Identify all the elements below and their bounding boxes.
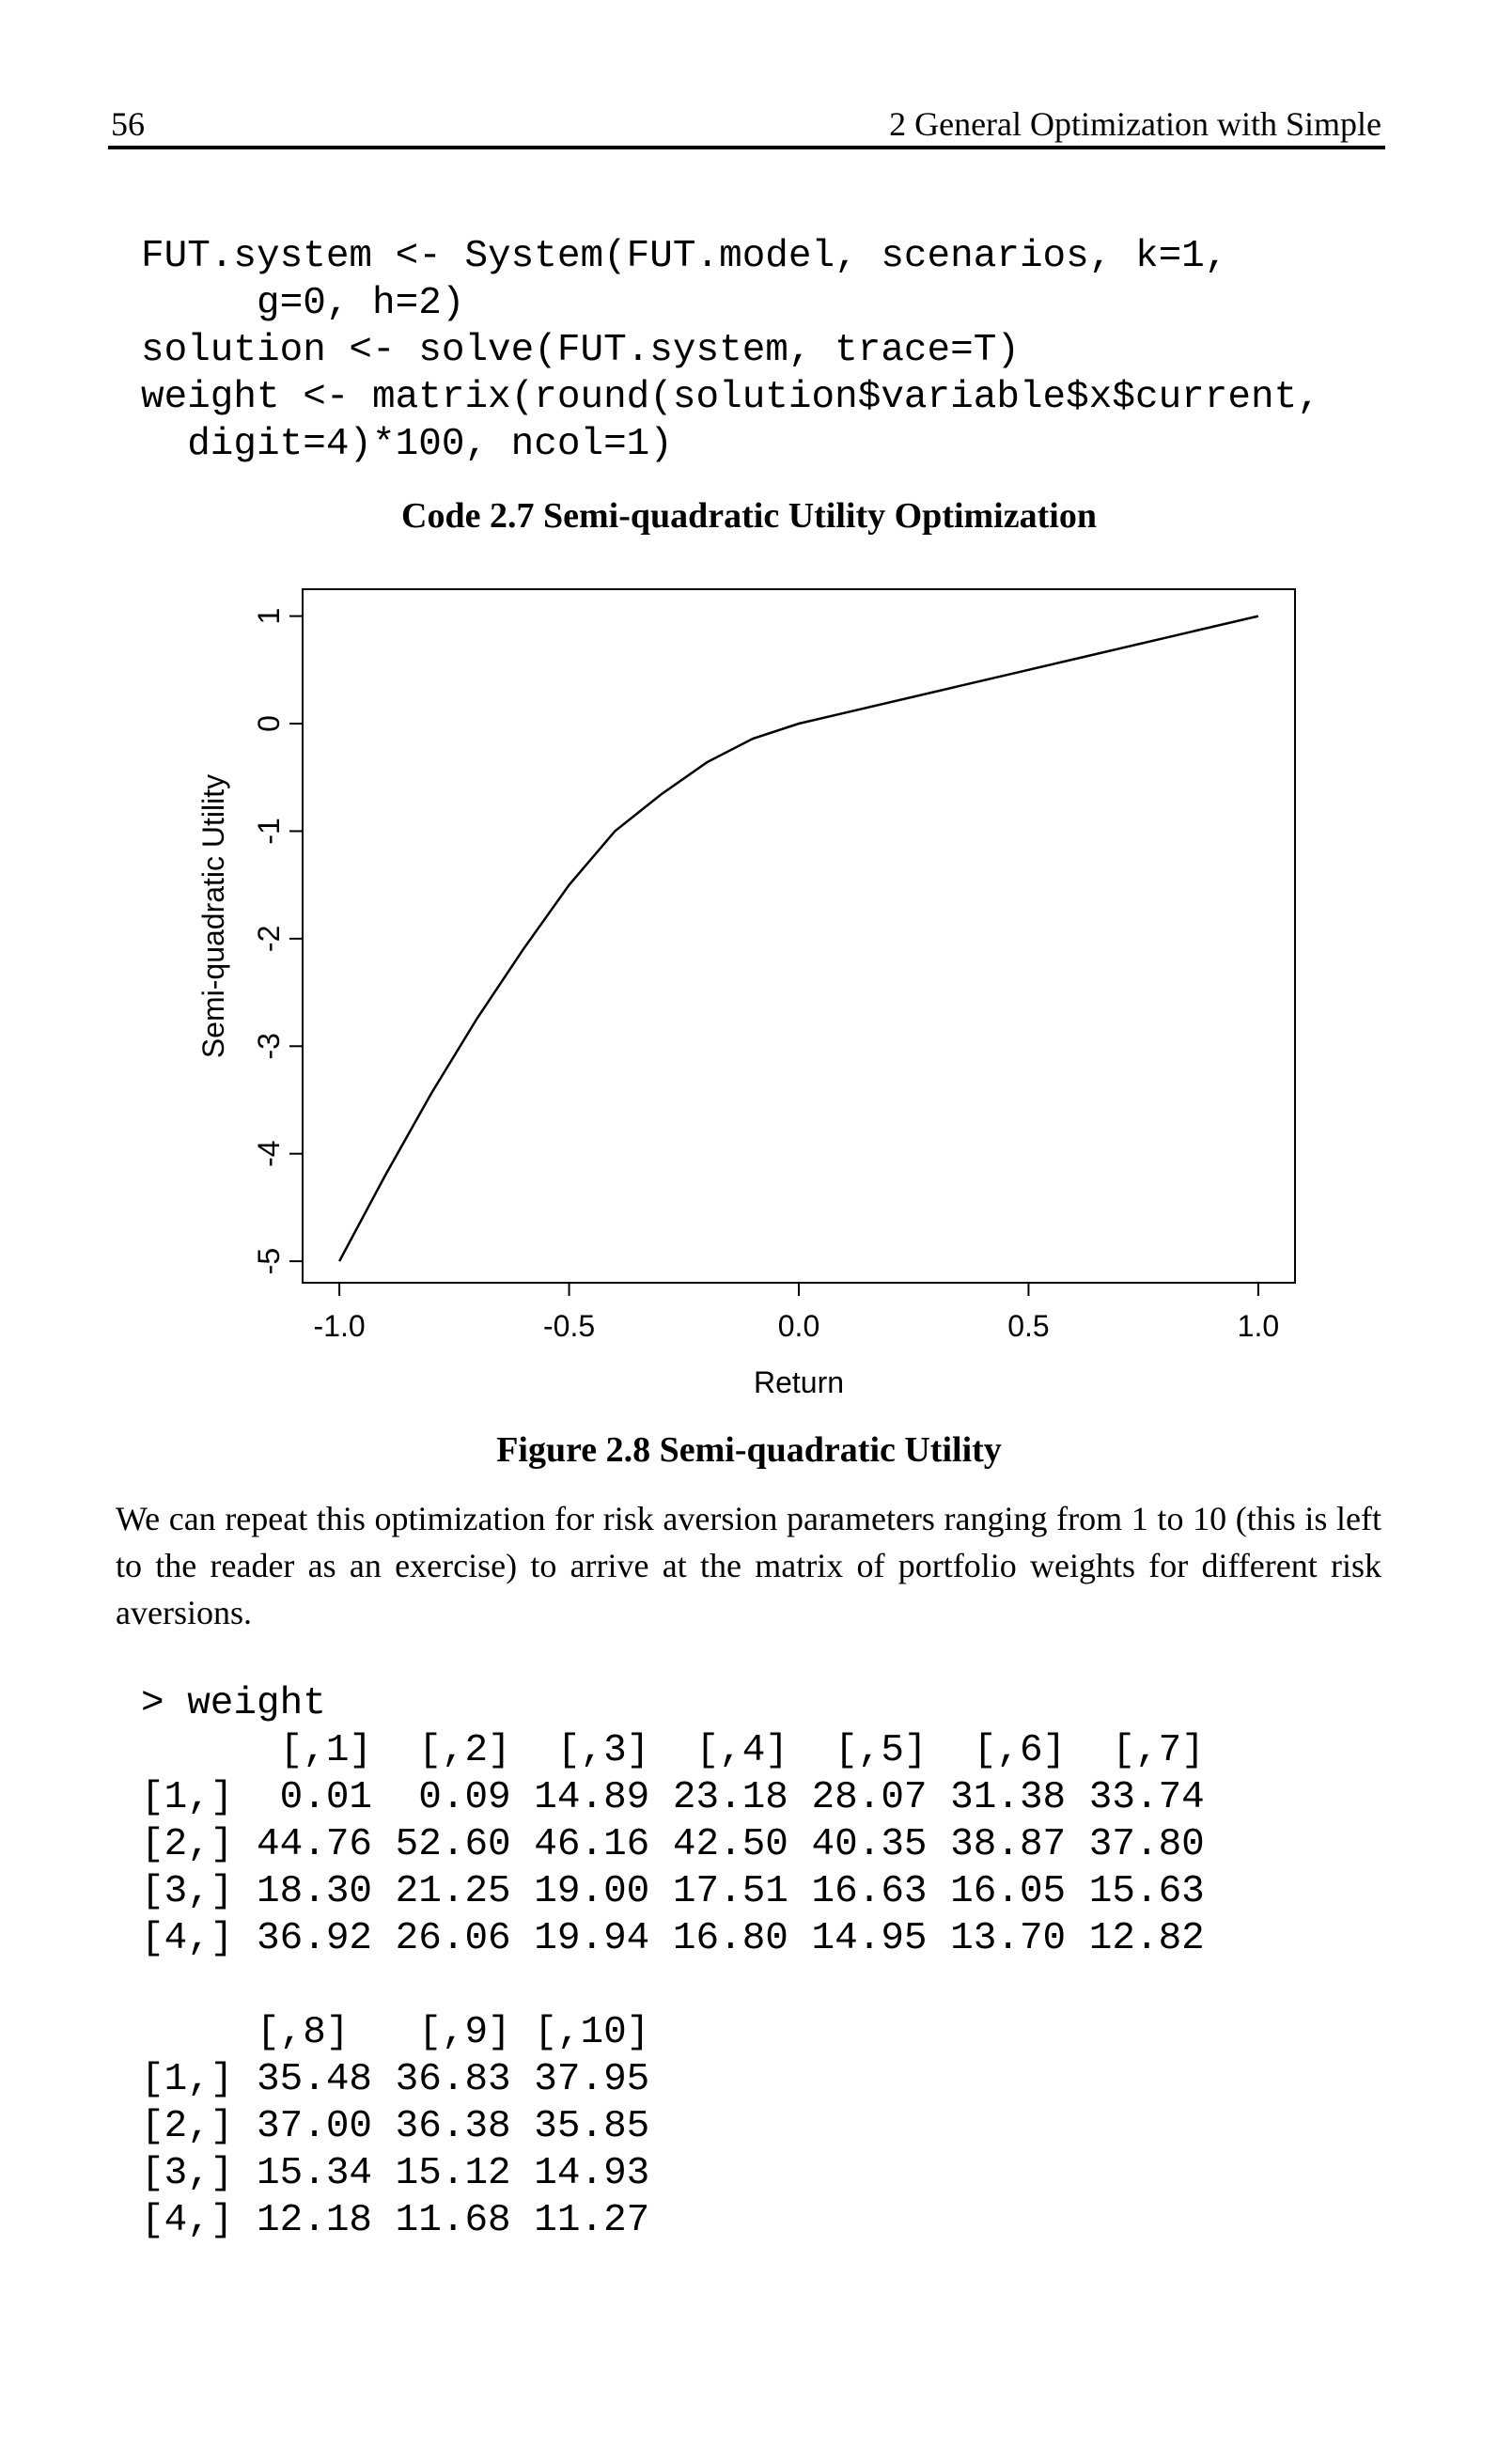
code-line: weight <- matrix(round(solution$variable$x$current, (141, 376, 1320, 419)
output-line: [2,] 44.76 52.60 46.16 42.50 40.35 38.87 37.80 (141, 1823, 1205, 1866)
y-tick-label: -3 (252, 1033, 286, 1060)
page-number: 56 (111, 105, 145, 143)
figure-caption: Figure 2.8 Semi-quadratic Utility (496, 1430, 1002, 1470)
code-line: g=0, h=2) (141, 282, 465, 325)
x-tick-label: 1.0 (1237, 1309, 1280, 1343)
y-tick-label: 0 (252, 715, 286, 732)
y-axis (252, 608, 303, 1275)
y-tick-label: -5 (252, 1247, 286, 1275)
output-line: [4,] 36.92 26.06 19.94 16.80 14.95 13.70 12.82 (141, 1917, 1205, 1960)
x-axis (314, 1283, 1280, 1343)
y-tick-label: -1 (252, 818, 286, 845)
x-tick-label: -1.0 (313, 1309, 366, 1343)
y-axis-label: Semi-quadratic Utility (196, 773, 230, 1059)
utility-curve (339, 616, 1258, 1262)
x-tick-label: 0.0 (777, 1309, 820, 1343)
output-line: [4,] 12.18 11.68 11.27 (141, 2199, 650, 2242)
code-line: digit=4)*100, ncol=1) (141, 423, 673, 466)
body-paragraph: We can repeat this optimization for risk aversion parameters ranging from 1 to 10 (this is left to the reader as an exercise) to arrive at the matrix of portfolio weights for different risk aversions. (116, 1500, 1381, 1631)
y-tick-label: -4 (252, 1140, 286, 1167)
code-line: solution <- solve(FUT.system, trace=T) (141, 329, 1020, 372)
output-line: [,8] [,9] [,10] (141, 2011, 650, 2054)
output-line: [3,] 18.30 21.25 19.00 17.51 16.63 16.05 15.63 (141, 1870, 1205, 1913)
y-tick-label: -2 (252, 925, 286, 953)
running-title: 2 General Optimization with Simple (889, 105, 1381, 143)
output-line: [1,] 0.01 0.09 14.89 23.18 28.07 31.38 33.74 (141, 1776, 1205, 1819)
output-block (141, 1680, 1205, 2244)
output-line: > weight (141, 1682, 326, 1725)
output-line: [3,] 15.34 15.12 14.93 (141, 2152, 650, 2195)
code-line: FUT.system <- System(FUT.model, scenarios, k=1, (141, 235, 1228, 278)
plot-frame (303, 589, 1295, 1283)
series-group (339, 616, 1258, 1262)
code-caption: Code 2.7 Semi-quadratic Utility Optimization (401, 496, 1097, 536)
output-line: [2,] 37.00 36.38 35.85 (141, 2105, 650, 2148)
y-tick-label: 1 (252, 607, 286, 625)
output-line: [1,] 35.48 36.83 37.95 (141, 2058, 650, 2101)
output-line: [,1] [,2] [,3] [,4] [,5] [,6] [,7] (141, 1729, 1205, 1772)
x-axis-label: Return (753, 1365, 845, 1399)
x-tick-label: 0.5 (1007, 1309, 1050, 1343)
x-tick-label: -0.5 (542, 1309, 596, 1343)
